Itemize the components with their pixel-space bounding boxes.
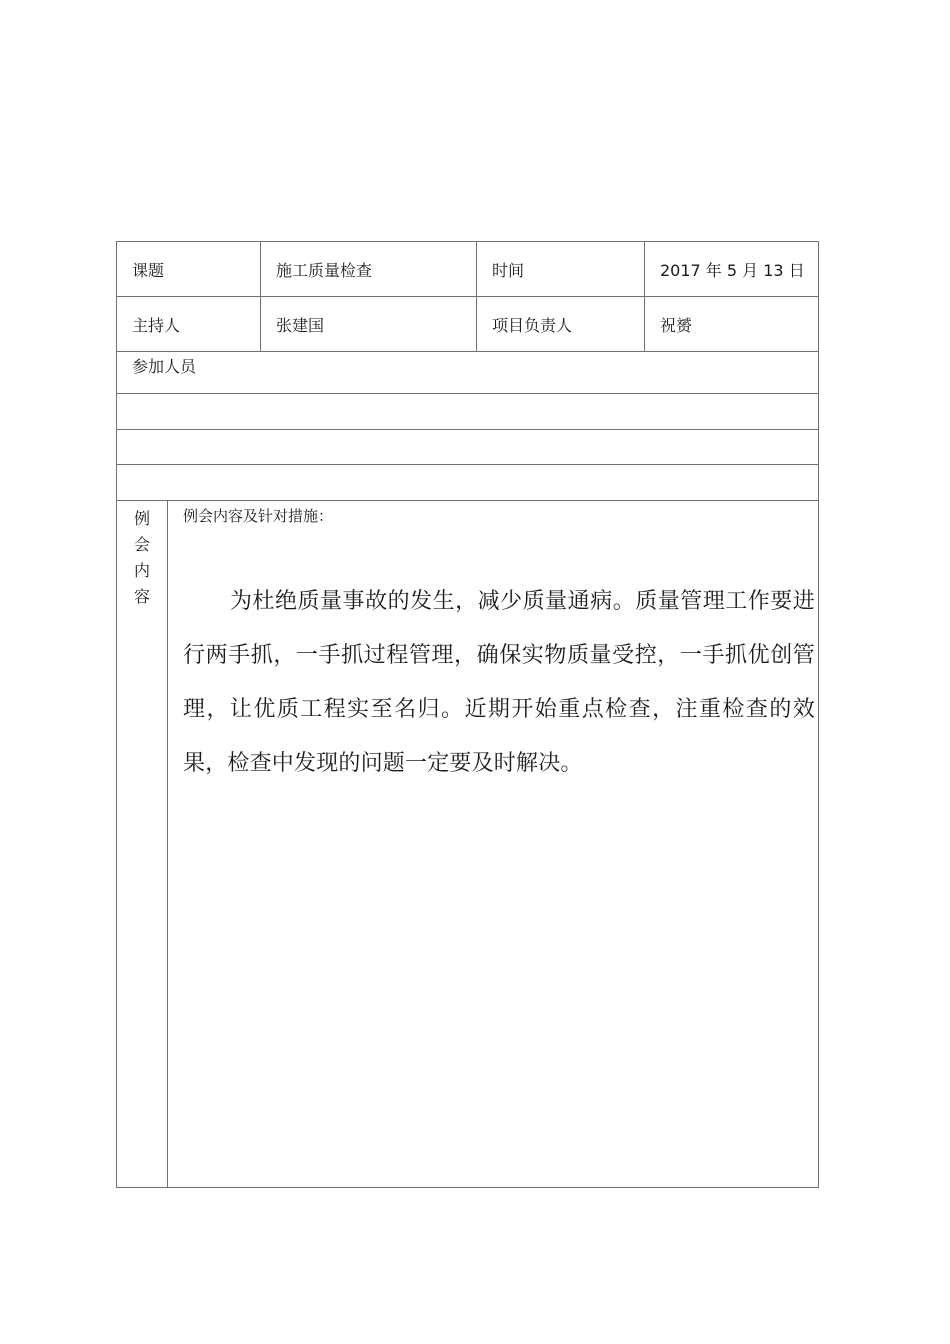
content-body: 为杜绝质量事故的发生，减少质量通病。质量管理工作要进行两手抓，一手抓过程管理，确保实物质量受控，一手抓优创管理，让优质工程实至名归。近期开始重点检查，注重检查的效果，检查中发现的问题一定要及时解决。 [183,589,815,776]
side-label-char: 容 [133,587,150,606]
topic-time-row [117,242,818,297]
host-label: 主持人 [132,315,181,335]
participants-header-row [117,352,818,394]
content-area [168,501,818,1187]
participants-label: 参加人员 [132,357,197,376]
meeting-content-section [117,501,818,1187]
meeting-record-table [116,241,819,1188]
topic-value: 施工质量检查 [260,242,476,296]
content-side-label [117,501,168,1187]
side-label-char: 例 [133,509,150,528]
host-value: 张建国 [260,297,476,351]
topic-label: 课题 [132,260,165,280]
content-heading: 例会内容及针对措施： [183,507,334,525]
time-label: 时间 [476,242,644,296]
manager-value: 祝赟 [644,297,818,351]
host-manager-row [117,297,818,352]
participants-row [117,430,818,465]
manager-label: 项目负责人 [476,297,644,351]
side-label-char: 内 [133,561,150,580]
side-label-char: 会 [133,535,150,554]
participants-row [117,394,818,430]
time-value: 2017 年 5 月 13 日 [644,242,818,296]
participants-row [117,465,818,501]
